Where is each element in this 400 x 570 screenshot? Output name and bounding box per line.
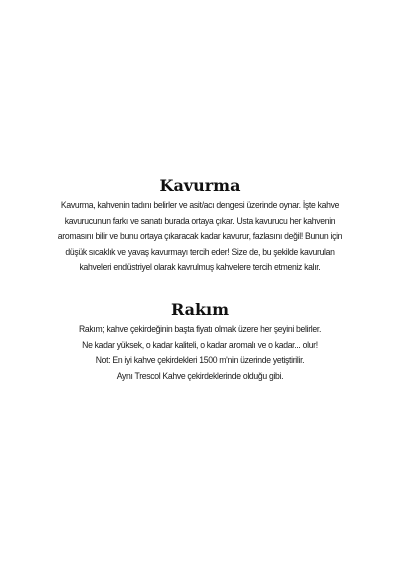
paragraph-line: Kavurma, kahvenin tadını belirler ve asit/acı dengesi üzerinde oynar. İşte kahve	[60, 200, 340, 211]
paragraph-line: Aynı Trescol Kahve çekirdeklerinde olduğu gibi.	[116, 370, 284, 382]
section-rakim	[14, 300, 386, 384]
paragraph-line: Not: En iyi kahve çekirdekleri 1500 m'nin üzerinde yetiştirilir.	[95, 355, 305, 366]
section-heading: Rakım	[170, 300, 230, 319]
paragraph-line: aromasını bilir ve bunu ortaya çıkaracak kadar kavurur, fazlasını değil! Bunun için	[57, 231, 343, 242]
paragraph-line: düşük sıcaklık ve yavaş kavurmayı tercih eder! Size de, bu şekilde kavurulan	[65, 246, 335, 258]
paragraph-line: Ne kadar yüksek, o kadar kaliteli, o kadar aromalı ve o kadar... olur!	[82, 339, 318, 351]
paragraph-line: Rakım; kahve çekirdeğinin başta fiyatı olmak üzere her şeyini belirler.	[78, 324, 322, 335]
paragraph-line: kavurucunun farkı ve sanatı burada ortaya çıkar. Usta kavurucu her kahvenin	[64, 215, 336, 227]
section-kavurma	[14, 176, 386, 276]
section-heading: Kavurma	[159, 176, 241, 195]
paragraph-line: kahveleri endüstriyel olarak kavrulmuş kahvelere tercih etmeniz kalır.	[79, 262, 321, 273]
